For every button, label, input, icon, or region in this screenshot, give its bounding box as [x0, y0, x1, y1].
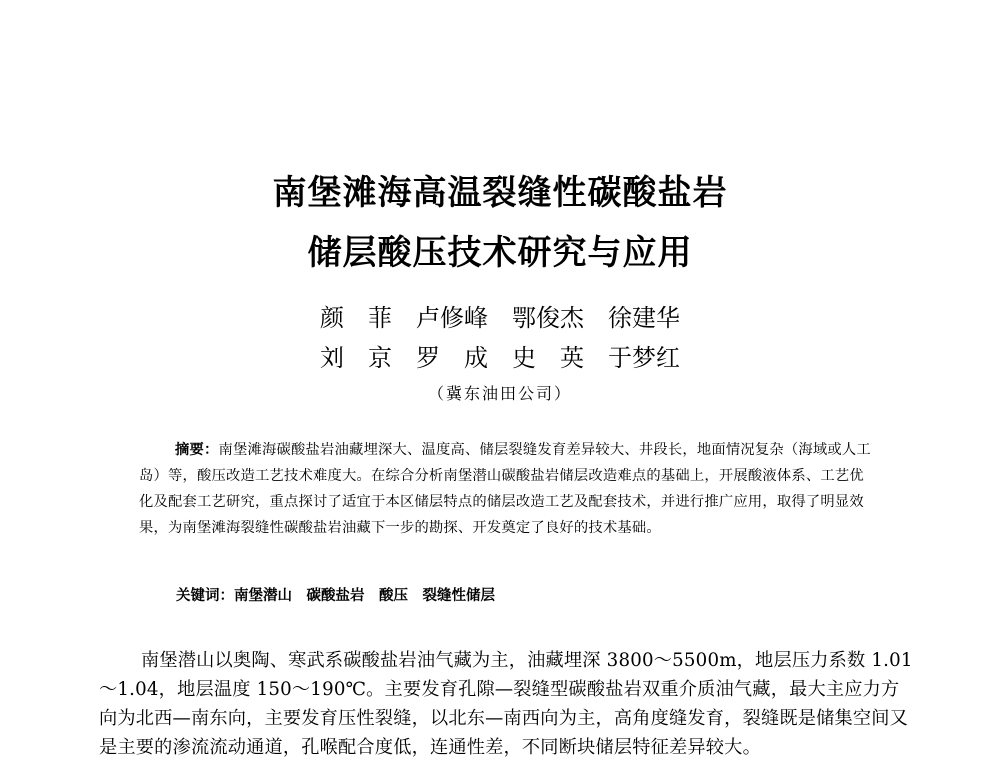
authors-line-1: 颜 菲 卢修峰 鄂俊杰 徐建华	[320, 304, 680, 332]
abstract-paragraph	[139, 437, 877, 541]
keywords-line	[176, 584, 495, 605]
abstract-block	[139, 437, 877, 541]
authors-line-2: 刘 京 罗 成 史 英 于梦红	[320, 344, 680, 372]
abstract-label: 摘要：	[175, 442, 219, 458]
keywords-text: 南堡潜山 碳酸盐岩 酸压 裂缝性储层	[234, 588, 495, 604]
affiliation: （冀东油田公司）	[427, 384, 572, 403]
abstract-text: 南堡滩海碳酸盐岩油藏埋深大、温度高、储层裂缝发育差异较大、井段长，地面情况复杂（海域或人工岛）等，酸压改造工艺技术难度大。在综合分析南堡潜山碳酸盐岩储层改造难点的基础上，开展酸液体系、工艺优化及配套工艺研究，重点探讨了适宜于本区储层特点的储层改造工艺及配套技术，并进行推广应用，取得了明显效果，为南堡滩海裂缝性碳酸盐岩油藏下一步的勘探、开发奠定了良好的技术基础。	[139, 442, 871, 536]
paper-title-line-2: 储层酸压技术研究与应用	[307, 233, 693, 273]
keywords-label: 关键词：	[176, 588, 234, 604]
body-paragraph: 南堡潜山以奥陶、寒武系碳酸盐岩油气藏为主，油藏埋深 3800～5500m，地层压力系数 1.01～1.04，地层温度 150～190℃。主要发育孔隙—裂缝型碳酸盐岩双重介质油气藏，最大主应力方向为北西—南东向，主要发育压性裂缝，以北东—南西向为主，高角度缝发育，裂缝既是储集空间又是主要的渗流流动通道，孔喉配合度低，连通性差，不同断块储层特征差异较大。	[99, 650, 913, 758]
paper-title-line-1: 南堡滩海高温裂缝性碳酸盐岩	[272, 173, 728, 213]
